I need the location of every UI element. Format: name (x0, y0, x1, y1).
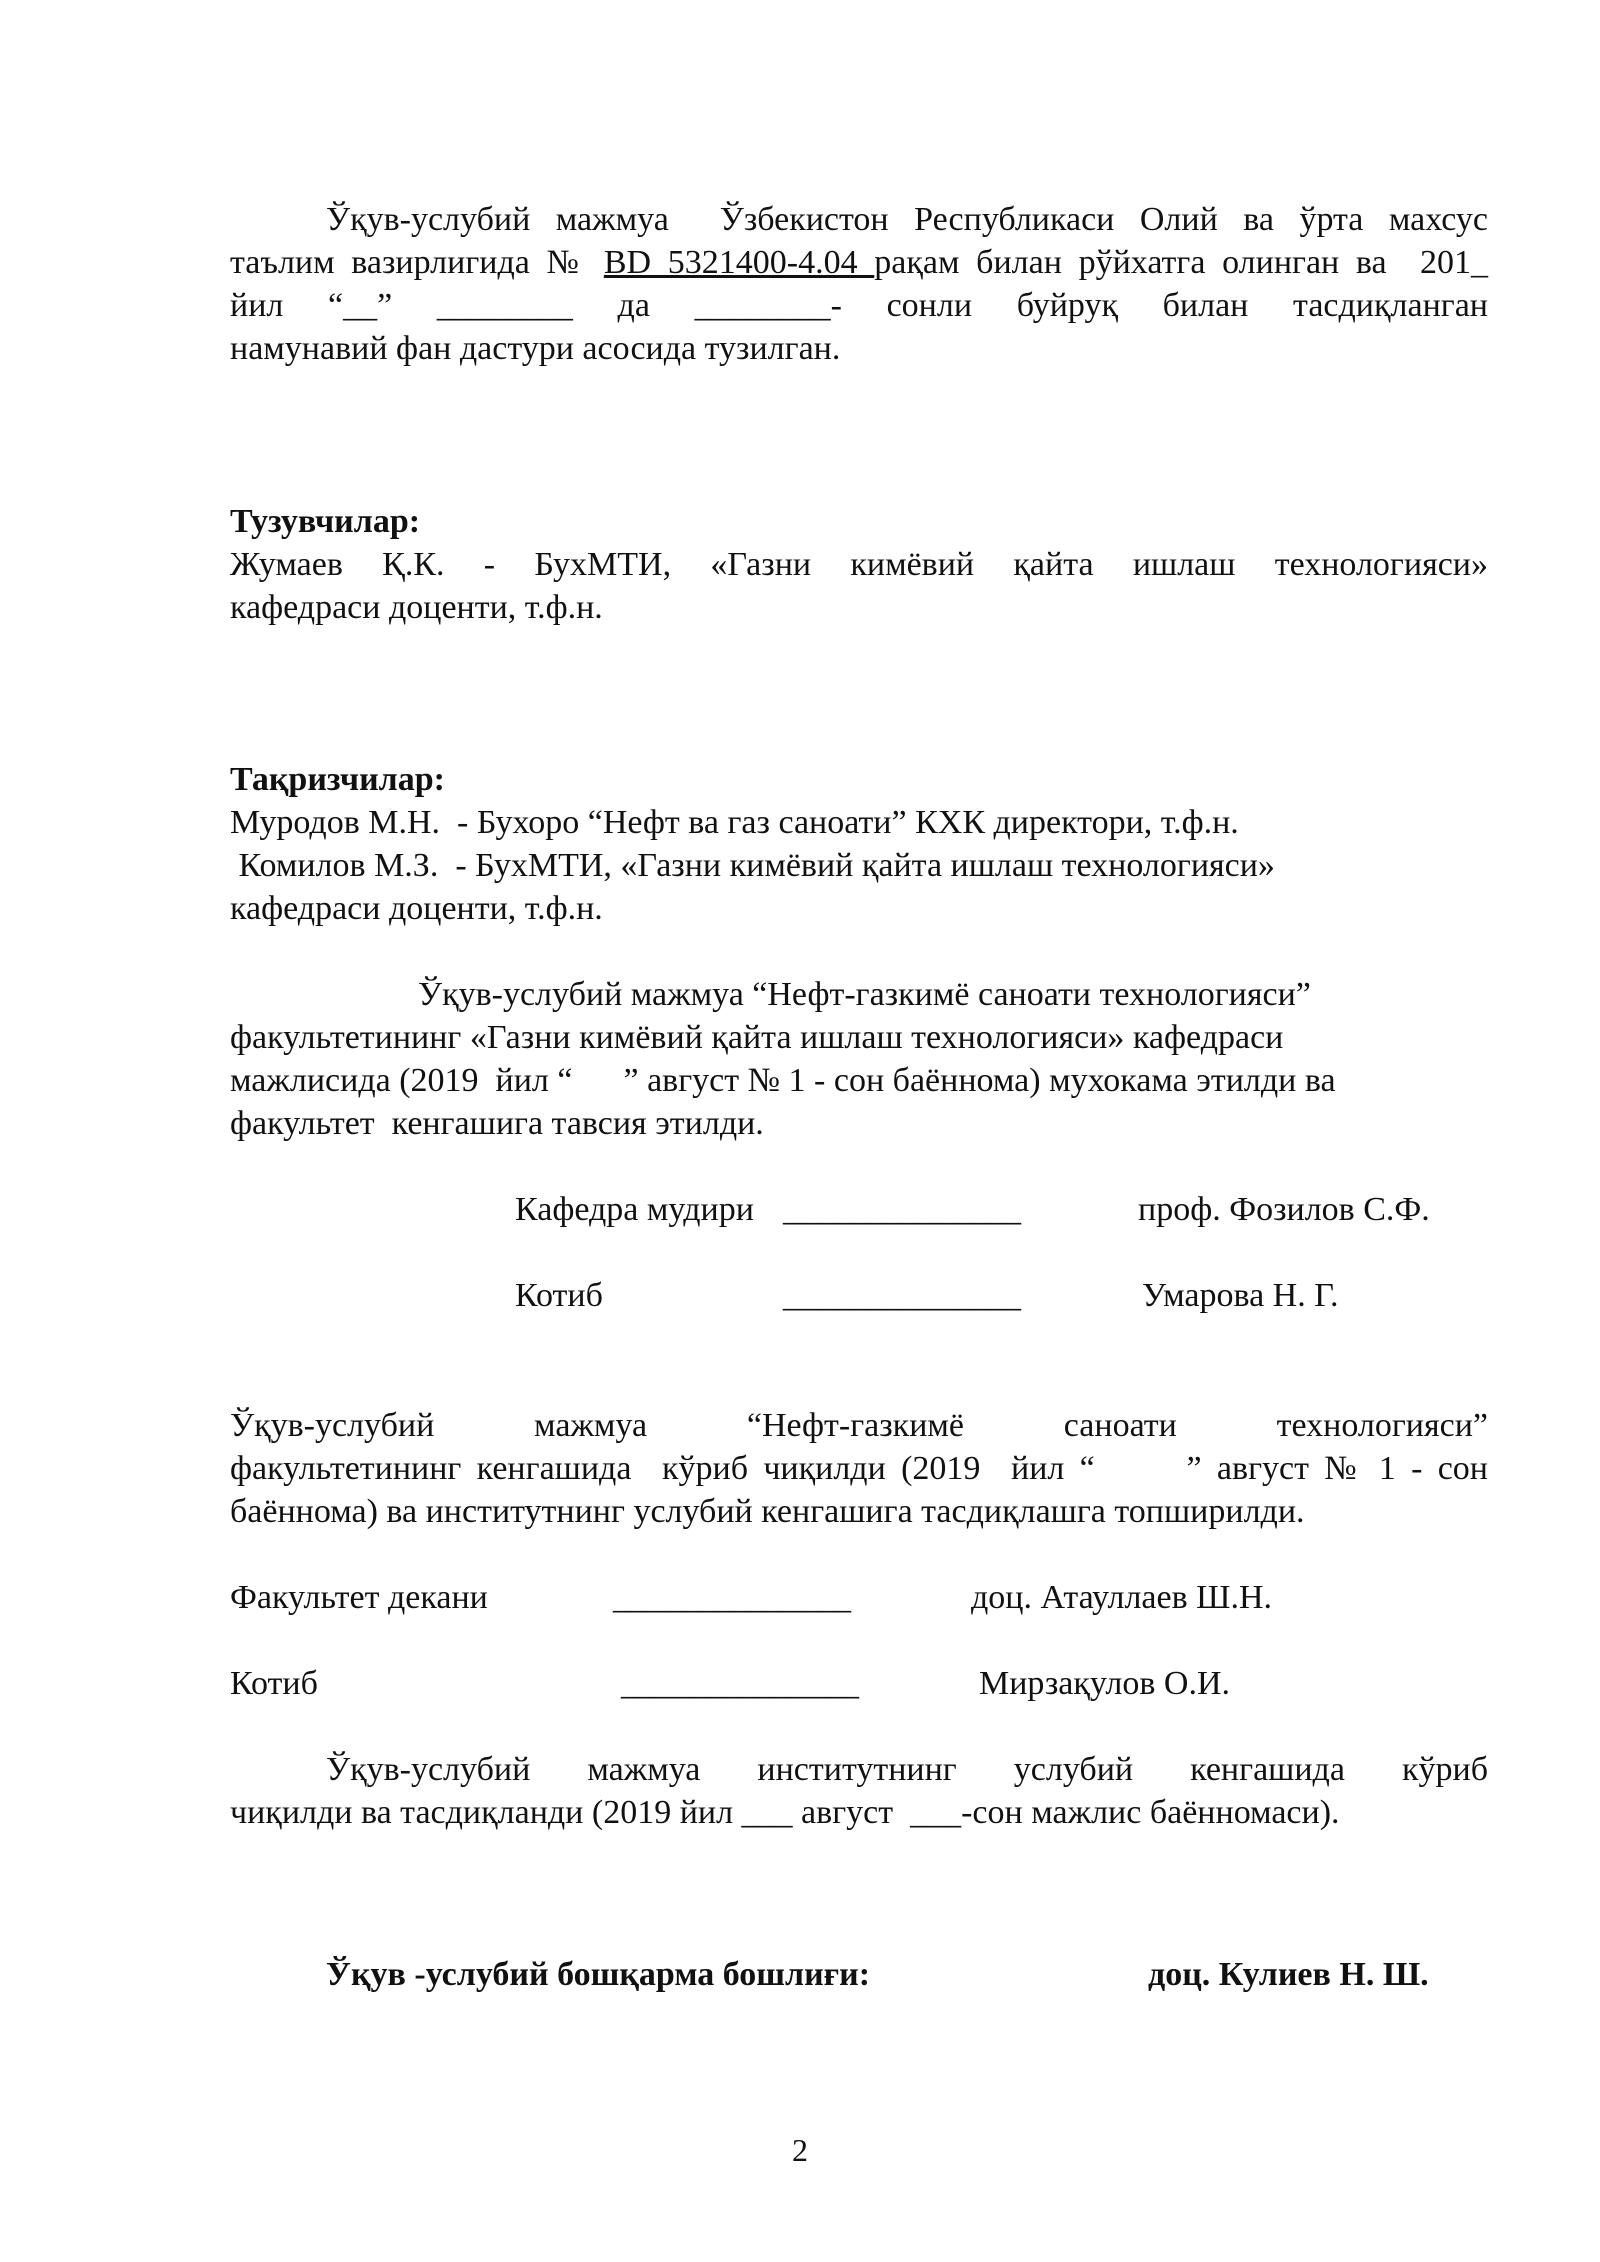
page-number: 2 (792, 2132, 808, 2168)
reviewers-line-3: кафедраси доценти, т.ф.н. (230, 890, 603, 927)
registration-number: BD 5321400-4.04 (603, 244, 875, 281)
department-line-2: факультетининг «Газни кимёвий қайта ишлаш технологияси» кафедраси (230, 1019, 1284, 1056)
dean-label: Факультет декани (230, 1579, 488, 1616)
academic-dept-head-label: Ўқув -услубий бошқарма бошлиғи: (326, 1956, 871, 1993)
reviewers-heading: Тақризчилар: (230, 761, 445, 798)
intro-line-2 (230, 241, 1488, 284)
reviewers-line-2: Комилов М.З. - БухМТИ, «Газни кимёвий қайта ишлаш технологияси» (230, 847, 1275, 884)
intro-line-2-a: таълим вазирлигида № (230, 244, 604, 281)
dept-secretary-signature-line: ______________ (783, 1277, 1021, 1314)
dept-head-name: проф. Фозилов С.Ф. (1138, 1191, 1430, 1228)
department-line-3: мажлисида (2019 йил “ ” август № 1 - сон баённома) мухокама этилди ва (230, 1062, 1336, 1099)
institute-line-2: чиқилди ва тасдиқланди (2019 йил ___ август ___-сон мажлис баённомаси). (230, 1794, 1340, 1831)
authors-line-1: Жумаев Қ.К. - БухМТИ, «Газни кимёвий қайта ишлаш технологияси» (230, 546, 1488, 583)
dean-name: доц. Атауллаев Ш.Н. (971, 1579, 1273, 1616)
dean-signature-line: ______________ (613, 1579, 851, 1616)
academic-dept-head-name: доц. Кулиев Н. Ш. (1148, 1956, 1429, 1993)
faculty-line-3: баённома) ва институтнинг услубий кенгашига тасдиқлашга топширилди. (230, 1493, 1305, 1530)
faculty-line-1: Ўқув-услубий мажмуа “Нефт-газкимё саноати технологияси” (230, 1407, 1488, 1444)
intro-line-4: намунавий фан дастури асосида тузилган. (230, 330, 841, 367)
authors-line-2: кафедраси доценти, т.ф.н. (230, 589, 603, 626)
department-line-1: Ўқув-услубий мажмуа “Нефт-газкимё саноати технологияси” (418, 976, 1311, 1013)
faculty-secretary-label: Котиб (230, 1665, 318, 1702)
dept-secretary-name: Умарова Н. Г. (1142, 1277, 1339, 1314)
intro-line-1: Ўқув-услубий мажмуа Ўзбекистон Республикаси Олий ва ўрта махсус (326, 201, 1488, 238)
faculty-secretary-name: Мирзақулов О.И. (979, 1665, 1231, 1702)
intro-line-3: йил “__” ________ да ________- сонли буйруқ билан тасдиқланган (230, 287, 1488, 324)
reviewers-line-1: Муродов М.Н. - Бухоро “Нефт ва газ саноати” КХК директори, т.ф.н. (230, 804, 1239, 841)
dept-head-label: Кафедра мудири (515, 1191, 754, 1228)
intro-line-2-b: рақам билан рўйхатга олинган ва 201_ (874, 244, 1488, 281)
authors-heading: Тузувчилар: (230, 503, 421, 540)
faculty-secretary-signature-line: ______________ (621, 1665, 859, 1702)
dept-secretary-label: Котиб (515, 1277, 603, 1314)
faculty-line-2: факультетининг кенгашида кўриб чиқилди (2019 йил “ ” август № 1 - сон (230, 1450, 1488, 1487)
dept-head-signature-line: ______________ (783, 1191, 1021, 1228)
department-line-4: факультет кенгашига тавсия этилди. (230, 1105, 764, 1142)
institute-line-1: Ўқув-услубий мажмуа институтнинг услубий кенгашида кўриб (326, 1751, 1488, 1788)
